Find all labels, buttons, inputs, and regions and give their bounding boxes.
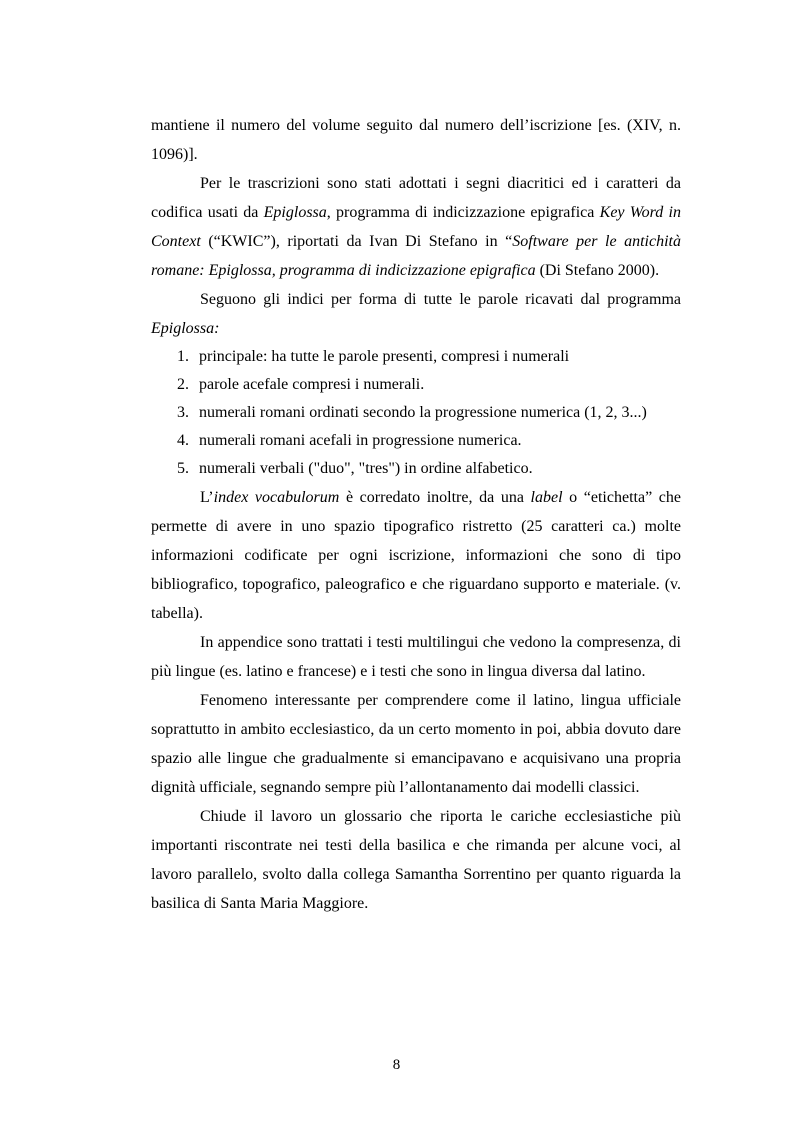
list-item xyxy=(151,427,681,455)
paragraph-text: Per le trascrizioni sono stati adottati i segni diacritici ed i caratteri da codifica usati da xyxy=(151,175,681,221)
italic-title: Software per le antichità romane: Epiglossa, programma di indicizzazione epigrafica xyxy=(151,233,681,279)
paragraph-text: In appendice sono trattati i testi multilingui che vedono la compresenza, di più lingue (es. latino e francese) e i testi che sono in lingua diversa dal latino. xyxy=(151,634,681,680)
document-body xyxy=(151,111,681,918)
paragraph-text: , programma di indicizzazione epigrafica xyxy=(326,204,600,221)
paragraph-phenomenon xyxy=(151,686,681,802)
paragraph-text: Seguono gli indici per forma di tutte le parole ricavati dal programma xyxy=(200,291,681,308)
list-item-number: 2. xyxy=(177,376,189,393)
indices-list xyxy=(151,343,681,483)
paragraph-text: L’ xyxy=(200,489,214,506)
list-item-text: numerali romani ordinati secondo la progressione numerica (1, 2, 3...) xyxy=(199,404,647,421)
paragraph-text: è corredato inoltre, da una xyxy=(339,489,531,506)
list-item-text: numerali verbali ("duo", "tres") in ordine alfabetico. xyxy=(199,460,533,477)
paragraph-glossary xyxy=(151,802,681,918)
list-item xyxy=(151,371,681,399)
italic-term: Epiglossa: xyxy=(151,320,220,337)
paragraph-continuation xyxy=(151,111,681,169)
list-item-number: 5. xyxy=(177,460,189,477)
italic-term: Key Word in Context xyxy=(151,204,682,250)
list-item-number: 3. xyxy=(177,404,189,421)
list-item-text: numerali romani acefali in progressione numerica. xyxy=(199,432,522,449)
paragraph-text: o “etichetta” che permette di avere in uno spazio tipografico ristretto (25 caratteri ca.) molte informazioni codificate per ogni iscrizione, informazioni che sono di tipo bibliografico, topografico, paleografico e che riguardano supporto e materiale. (v. tabella). xyxy=(151,489,682,622)
italic-term: Epiglossa xyxy=(263,204,327,221)
italic-term: label xyxy=(530,489,563,506)
paragraph-appendix xyxy=(151,628,681,686)
italic-term: index vocabulorum xyxy=(213,489,340,506)
list-item-number: 4. xyxy=(177,432,189,449)
paragraph-indices-intro xyxy=(151,285,681,343)
paragraph-text: Fenomeno interessante per comprendere come il latino, lingua ufficiale soprattutto in ambito ecclesiastico, da un certo momento in poi, abbia dovuto dare spazio alle lingue che gradualmente si emancipavano e acquisivano una propria dignità ufficiale, segnando sempre più l’allontanamento dai modelli classici. xyxy=(151,692,681,796)
paragraph-text: (Di Stefano 2000). xyxy=(535,262,660,279)
list-item xyxy=(151,399,681,427)
paragraph-text: (“KWIC”), riportati da Ivan Di Stefano in “ xyxy=(200,233,513,250)
list-item xyxy=(151,455,681,483)
list-item-text: principale: ha tutte le parole presenti, compresi i numerali xyxy=(199,348,570,365)
page-number: 8 xyxy=(392,1057,401,1073)
paragraph-text: mantiene il numero del volume seguito dal numero dell’iscrizione [es. (XIV, n. 1096)]. xyxy=(151,117,681,163)
paragraph-index-vocabulorum xyxy=(151,483,681,628)
list-item-number: 1. xyxy=(177,348,189,365)
paragraph-transcriptions xyxy=(151,169,681,285)
list-item-text: parole acefale compresi i numerali. xyxy=(199,376,425,393)
paragraph-text: Chiude il lavoro un glossario che riporta le cariche ecclesiastiche più importanti riscontrate nei testi della basilica e che rimanda per alcune voci, al lavoro parallelo, svolto dalla collega Samantha Sorrentino per quanto riguarda la basilica di Santa Maria Maggiore. xyxy=(151,808,681,912)
list-item xyxy=(151,343,681,371)
